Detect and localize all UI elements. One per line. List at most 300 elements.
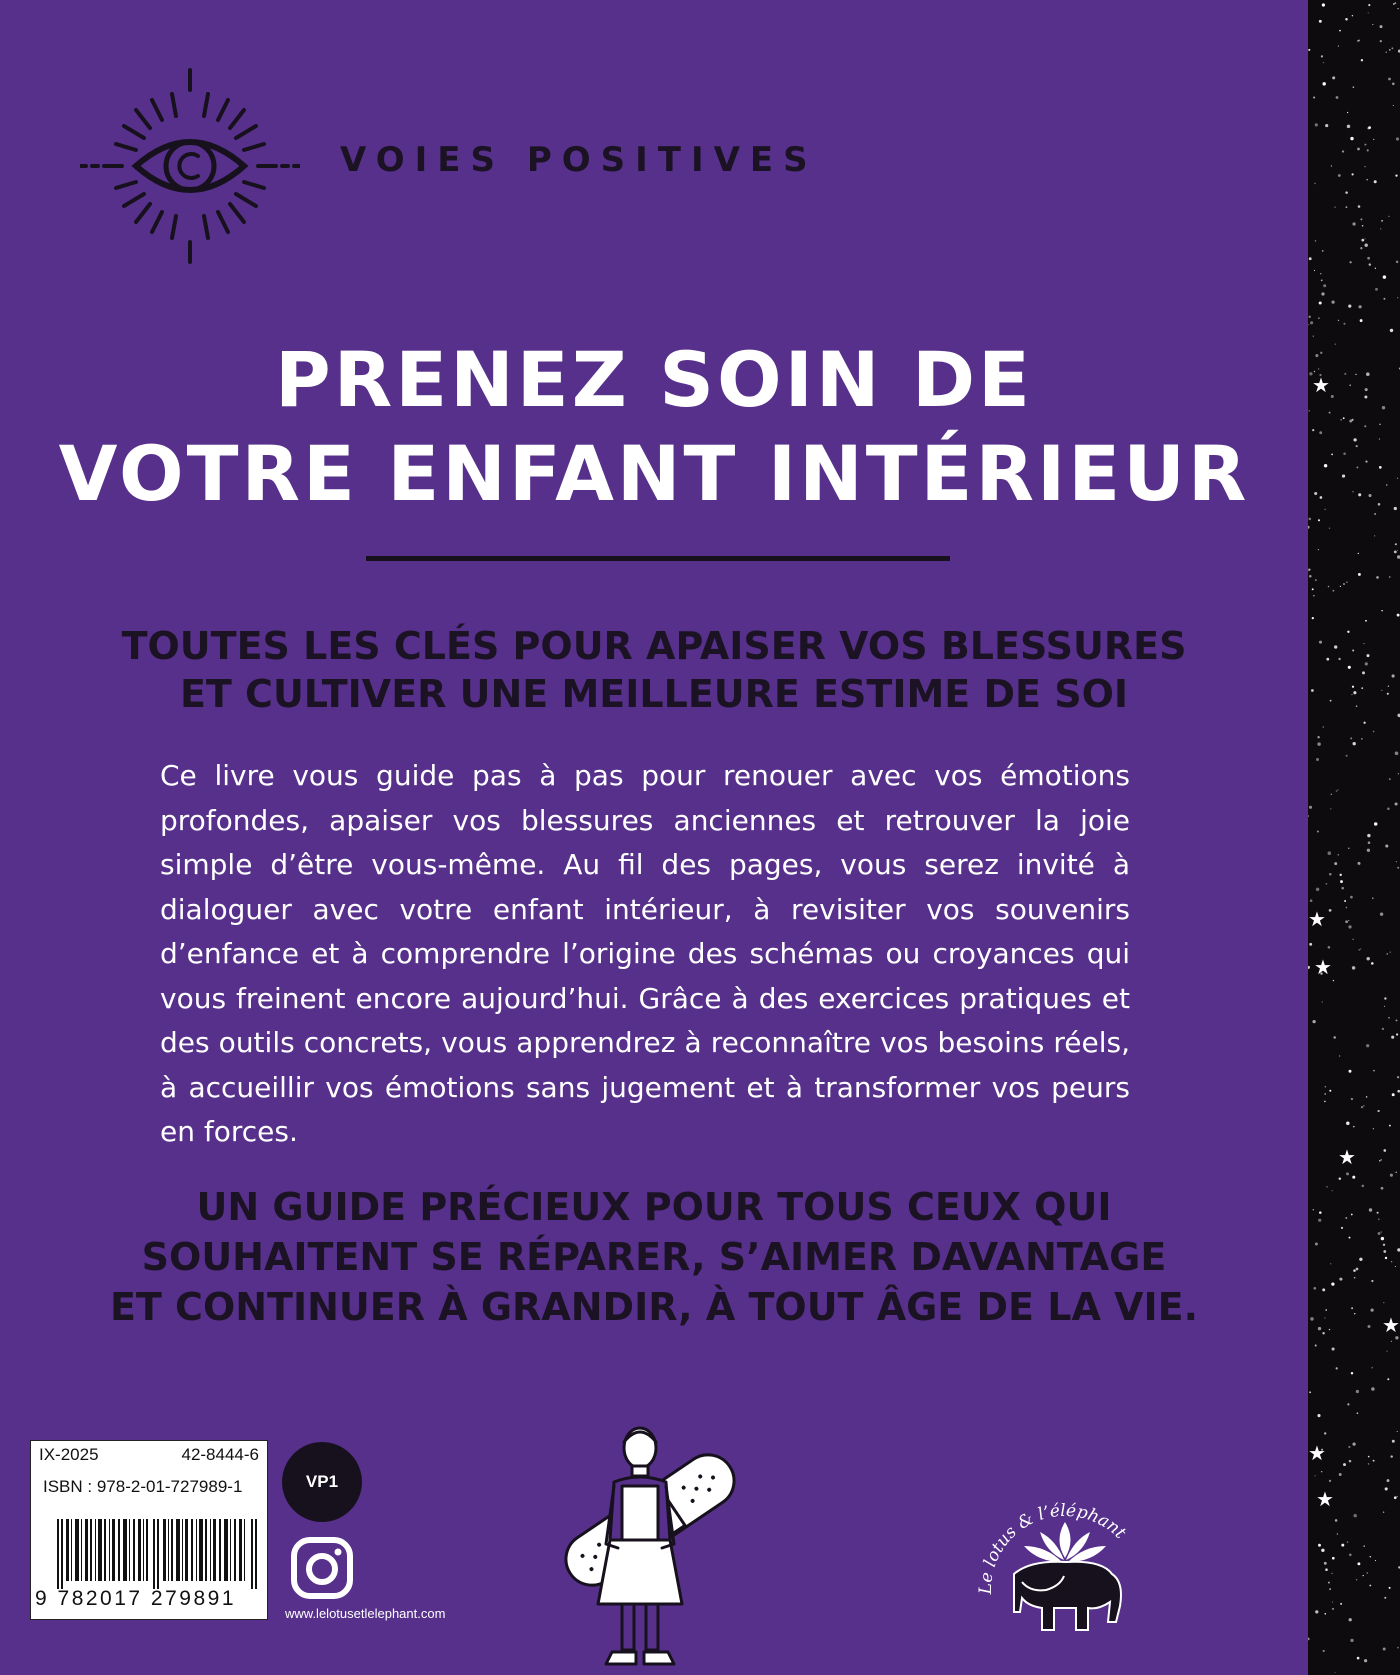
tagline-line-1: UN GUIDE PRÉCIEUX POUR TOUS CEUX QUI <box>196 1185 1112 1229</box>
star-dot <box>1322 82 1325 85</box>
star-dot <box>1396 1019 1398 1021</box>
star-dot <box>1322 1288 1325 1291</box>
subtitle-line-2: ET CULTIVER UNE MEILLEURE ESTIME DE SOI <box>179 672 1129 716</box>
star-dot <box>1324 1093 1326 1095</box>
star-dot <box>1312 429 1314 431</box>
star-dot <box>1352 966 1356 970</box>
star-dot <box>1353 1514 1357 1518</box>
star-dot <box>1335 1519 1338 1522</box>
star-dot <box>1313 336 1314 337</box>
star-dot <box>1351 694 1352 695</box>
star-dot <box>1321 292 1324 295</box>
star-dot <box>1332 76 1335 79</box>
star-dot <box>1364 166 1365 167</box>
star-dot <box>1310 321 1313 324</box>
product-code: 42-8444-6 <box>181 1445 259 1464</box>
star-dot <box>1334 206 1335 207</box>
star-dot <box>1386 1351 1387 1352</box>
star-dot <box>1365 461 1367 463</box>
star-dot <box>1393 105 1394 106</box>
star-dot <box>1363 643 1364 644</box>
star-dot <box>1309 257 1312 260</box>
star-dot <box>1339 30 1341 32</box>
star-dot <box>1364 425 1366 427</box>
star-dot <box>1394 550 1397 553</box>
star-dot <box>1365 388 1368 391</box>
tagline-line-2: SOUHAITENT SE RÉPARER, S’AIMER DAVANTAGE <box>141 1235 1167 1279</box>
star-dot <box>1317 742 1320 745</box>
star-dot <box>1319 1211 1322 1214</box>
star-dot <box>1367 957 1370 960</box>
star-dot <box>1309 806 1312 809</box>
star-dot <box>1329 412 1331 414</box>
star-dot <box>1314 270 1315 271</box>
star-dot <box>1321 55 1323 57</box>
star-dot <box>1358 573 1361 576</box>
star-dot <box>1352 686 1354 688</box>
star-dot <box>1390 1174 1393 1177</box>
star-dot <box>1365 620 1367 622</box>
star-dot <box>1373 1070 1375 1072</box>
star-dot <box>1395 1266 1396 1267</box>
star-dot <box>1366 1096 1368 1098</box>
star-dot <box>1318 519 1320 521</box>
star-dot <box>1368 1456 1370 1458</box>
star-dot <box>1350 137 1353 140</box>
star-dot <box>1395 1171 1397 1173</box>
star-dot <box>1347 112 1348 113</box>
price-code-badge: VP1 <box>282 1442 362 1522</box>
star-dot <box>1367 149 1369 151</box>
star-dot <box>1374 535 1375 536</box>
star-dot <box>1366 179 1367 180</box>
star-dot <box>1396 1496 1398 1498</box>
star-dot <box>1384 1597 1386 1599</box>
star-dot <box>1368 841 1371 844</box>
star-dot <box>1383 1512 1384 1513</box>
star-dot <box>1341 1544 1344 1547</box>
star-dot <box>1314 183 1315 184</box>
star-dot <box>1326 1186 1328 1188</box>
star-dot <box>1368 494 1371 497</box>
barcode-number: 9 782017 279891 <box>35 1587 236 1610</box>
star-dot <box>1392 1093 1395 1096</box>
star-dot <box>1343 417 1345 419</box>
star-dot <box>1343 323 1345 325</box>
star-dot <box>1363 1105 1364 1106</box>
star-dot <box>1351 1214 1353 1216</box>
star-dot <box>1391 1036 1394 1039</box>
spine-starfield <box>1308 0 1400 1675</box>
star-dot <box>1364 1659 1367 1662</box>
star-dot <box>1359 1258 1362 1261</box>
star-dot <box>1383 1149 1386 1152</box>
star-dot <box>1348 666 1351 669</box>
star-dot <box>1314 492 1317 495</box>
star-dot <box>1340 586 1341 587</box>
star-dot <box>1328 1582 1330 1584</box>
star-dot <box>1384 997 1386 999</box>
star-dot <box>1365 662 1368 665</box>
star-dot <box>1308 1638 1310 1641</box>
star-dot <box>1367 834 1370 837</box>
star-dot <box>1324 1317 1325 1318</box>
star-dot <box>1383 1244 1385 1246</box>
star-dot <box>1377 1212 1379 1214</box>
star-dot <box>1389 576 1391 578</box>
star-dot <box>1352 650 1354 652</box>
subtitle-line-1: TOUTES LES CLÉS POUR APAISER VOS BLESSURES <box>121 624 1187 668</box>
star-dot <box>1321 1549 1324 1552</box>
star-dot <box>1370 1308 1373 1311</box>
star-dot <box>1395 752 1399 756</box>
star-dot <box>1318 549 1319 550</box>
star-dot <box>1369 1585 1371 1587</box>
star-dot <box>1372 1367 1373 1368</box>
star-dot <box>1397 1076 1399 1078</box>
star-dot <box>1360 247 1362 249</box>
star-dot <box>1350 737 1352 739</box>
star-dot <box>1332 590 1334 592</box>
star-dot <box>1332 1608 1334 1610</box>
star-dot <box>1315 240 1316 241</box>
star-dot <box>1329 1090 1331 1092</box>
star-dot <box>1309 316 1311 318</box>
star-dot <box>1361 738 1362 739</box>
book-title-line-2: VOTRE ENFANT INTÉRIEUR <box>58 429 1250 518</box>
star-dot <box>1351 173 1353 175</box>
star-dot <box>1314 371 1315 372</box>
child-with-bandage-illustration <box>550 1420 750 1670</box>
star-dot <box>1338 658 1340 660</box>
star-dot <box>1315 123 1318 126</box>
star-dot <box>1348 1070 1351 1073</box>
star-dot <box>1382 1028 1384 1030</box>
star-dot <box>1308 815 1309 817</box>
star-dot <box>1324 464 1327 467</box>
star-dot <box>1397 1647 1399 1649</box>
star-dot <box>1396 1033 1398 1035</box>
star-dot <box>1353 691 1356 694</box>
star-dot <box>1360 218 1362 220</box>
star-dot <box>1347 125 1351 129</box>
star-dot <box>1380 40 1382 42</box>
star-dot <box>1320 496 1323 499</box>
star-dot <box>1342 475 1345 478</box>
star-dot <box>1318 1327 1321 1330</box>
star-dot <box>1323 1650 1325 1652</box>
star-dot <box>1342 150 1344 152</box>
star-dot <box>1338 46 1339 47</box>
title-divider <box>366 556 950 561</box>
star-dot <box>1373 139 1374 140</box>
star-dot <box>1371 1280 1373 1282</box>
publisher-name: Le lotus & l’éléphant <box>975 1500 1130 1595</box>
star-dot <box>1331 454 1333 456</box>
star-dot <box>1339 1473 1342 1476</box>
star-dot <box>1316 758 1319 761</box>
star-dot <box>1394 507 1397 510</box>
star-dot <box>1354 1313 1355 1314</box>
star-dot <box>1385 844 1388 847</box>
star-dot <box>1328 586 1330 588</box>
star-dot <box>1397 297 1398 298</box>
star-dot <box>1379 424 1380 425</box>
stars-pattern <box>1308 0 1400 1675</box>
star-dot <box>1397 550 1398 551</box>
star-dot <box>1339 874 1341 876</box>
star-dot <box>1313 1287 1316 1290</box>
star-dot <box>1347 631 1349 633</box>
star-dot <box>1349 1237 1351 1239</box>
star-dot <box>1383 275 1386 278</box>
star-dot <box>1390 329 1393 332</box>
star-dot <box>1351 1372 1353 1374</box>
star-dot <box>1361 1106 1363 1108</box>
star-dot <box>1318 368 1319 369</box>
star-dot <box>1362 671 1365 674</box>
star-dot <box>1349 384 1351 386</box>
star-icon: ★ <box>1308 1441 1326 1465</box>
star-dot <box>1369 1208 1372 1211</box>
star-dot <box>1345 1217 1347 1219</box>
star-dot <box>1353 438 1356 441</box>
star-dot <box>1355 374 1356 375</box>
star-dot <box>1395 543 1397 545</box>
star-dot <box>1338 320 1339 321</box>
star-dot <box>1329 528 1330 529</box>
star-dot <box>1347 1541 1348 1542</box>
star-dot <box>1380 228 1381 229</box>
star-dot <box>1356 705 1357 706</box>
star-dot <box>1325 1568 1328 1571</box>
star-dot <box>1346 582 1347 583</box>
star-dot <box>1379 438 1380 439</box>
star-dot <box>1316 888 1319 891</box>
star-dot <box>1388 216 1389 217</box>
star-dot <box>1349 419 1352 422</box>
star-dot <box>1379 466 1382 469</box>
star-dot <box>1324 1101 1326 1103</box>
star-dot <box>1325 1086 1327 1088</box>
star-dot <box>1397 8 1398 9</box>
star-dot <box>1315 1345 1317 1347</box>
star-dot <box>1387 693 1389 695</box>
star-dot <box>1318 1219 1321 1222</box>
star-dot <box>1356 445 1358 447</box>
star-dot <box>1353 86 1355 88</box>
blurb-paragraph: Ce livre vous guide pas à pas pour renouer avec vos émotions profondes, apaiser vos blessures anciennes et retrouver la joie simple d’être vous-même. Au fil des pages, vous serez invité à dialoguer avec votre enfant intérieur, à revisiter vos souvenirs d’enfance et à comprendre l’origine des schémas ou croyances qui vous freinent encore aujourd’hui. Grâce à des exercices pratiques et des outils concrets, vous apprendrez à reconnaître vos besoins réels, à accueillir vos émotions sans jugement et à transformer vos peurs en forces. <box>160 759 1130 1148</box>
star-dot <box>1387 1479 1390 1482</box>
star-dot <box>1387 1378 1389 1380</box>
star-dot <box>1362 1185 1365 1188</box>
star-dot <box>1329 1480 1331 1482</box>
star-dot <box>1312 1020 1315 1023</box>
star-dot <box>1361 687 1363 689</box>
star-dot <box>1374 180 1377 183</box>
star-dot <box>1367 257 1370 260</box>
star-dot <box>1368 4 1370 6</box>
star-dot <box>1329 1329 1330 1330</box>
star-dot <box>1356 1579 1357 1580</box>
star-dot <box>1338 174 1341 177</box>
star-dot <box>1347 1403 1349 1405</box>
star-dot <box>1384 1006 1385 1007</box>
star-dot <box>1310 899 1313 902</box>
star-dot <box>1373 731 1375 733</box>
star-dot <box>1352 15 1353 16</box>
star-dot <box>1396 137 1399 140</box>
star-dot <box>1387 808 1390 811</box>
star-dot <box>1385 1257 1387 1259</box>
star-dot <box>1328 946 1331 949</box>
star-dot <box>1325 124 1328 127</box>
star-dot <box>1344 373 1346 375</box>
star-dot <box>1309 575 1312 578</box>
star-dot <box>1357 148 1360 151</box>
star-dot <box>1350 1639 1353 1642</box>
star-dot <box>1330 700 1332 702</box>
star-dot <box>1309 943 1312 946</box>
star-dot <box>1374 513 1376 515</box>
star-dot <box>1322 1001 1323 1002</box>
star-dot <box>1343 452 1346 455</box>
star-dot <box>1332 1347 1335 1350</box>
star-dot <box>1323 726 1325 728</box>
star-dot <box>1336 790 1338 792</box>
star-dot <box>1368 126 1371 129</box>
star-dot <box>1359 949 1360 950</box>
star-dot <box>1345 18 1348 21</box>
star-dot <box>1313 595 1315 597</box>
star-dot <box>1364 395 1367 398</box>
star-dot <box>1358 862 1361 865</box>
star-dot <box>1348 1446 1350 1448</box>
star-dot <box>1357 1412 1359 1414</box>
star-dot <box>1308 49 1310 51</box>
star-dot <box>1366 1044 1369 1047</box>
star-dot <box>1396 861 1397 862</box>
star-dot <box>1389 778 1391 780</box>
star-dot <box>1351 1307 1353 1309</box>
star-dot <box>1324 1562 1327 1565</box>
star-dot <box>1377 1110 1379 1112</box>
star-dot <box>1391 1341 1392 1342</box>
star-dot <box>1395 802 1398 805</box>
star-dot <box>1371 962 1374 965</box>
star-dot <box>1331 165 1332 166</box>
star-dot <box>1340 419 1342 421</box>
star-dot <box>1393 3 1395 5</box>
isbn-label: ISBN : 978-2-01-727989-1 <box>43 1477 243 1496</box>
star-icon: ★ <box>1382 1313 1400 1337</box>
star-dot <box>1346 206 1348 208</box>
star-dot <box>1373 1128 1374 1129</box>
star-dot <box>1382 406 1385 409</box>
star-dot <box>1325 883 1327 885</box>
star-dot <box>1381 1232 1382 1233</box>
star-dot <box>1323 284 1326 287</box>
star-dot <box>1343 1463 1346 1466</box>
barcode-block <box>30 1440 268 1620</box>
star-icon: ★ <box>1308 907 1326 931</box>
star-dot <box>1328 851 1332 855</box>
star-dot <box>1308 966 1310 969</box>
star-dot <box>1315 1610 1318 1613</box>
star-dot <box>1317 830 1319 832</box>
publisher-website-link[interactable]: www.lelotusetlelephant.com <box>285 1606 446 1621</box>
star-dot <box>1344 900 1346 902</box>
star-dot <box>1367 849 1370 852</box>
star-dot <box>1331 395 1334 398</box>
star-dot <box>1394 1496 1397 1499</box>
star-dot <box>1385 1487 1388 1490</box>
star-dot <box>1319 641 1322 644</box>
star-dot <box>1356 1268 1359 1271</box>
star-dot <box>1390 1455 1392 1457</box>
star-dot <box>1334 645 1337 648</box>
star-dot <box>1392 82 1395 85</box>
star-dot <box>1397 614 1400 617</box>
star-dot <box>1386 953 1388 955</box>
star-dot <box>1352 491 1353 492</box>
star-dot <box>1365 244 1368 247</box>
star-dot <box>1397 478 1398 479</box>
star-dot <box>1332 1601 1333 1602</box>
star-dot <box>1352 222 1355 225</box>
star-dot <box>1313 1209 1314 1210</box>
star-icon: ★ <box>1314 955 1332 979</box>
star-dot <box>1349 1553 1352 1556</box>
star-dot <box>1309 518 1312 521</box>
star-dot <box>1373 1460 1375 1462</box>
star-dot <box>1317 1414 1320 1417</box>
star-dot <box>1337 789 1338 790</box>
star-dot <box>1330 1263 1331 1264</box>
star-dot <box>1358 205 1361 208</box>
star-dot <box>1312 588 1314 590</box>
star-dot <box>1388 78 1391 81</box>
instagram-icon[interactable] <box>290 1536 354 1600</box>
star-dot <box>1311 689 1314 692</box>
star-dot <box>1360 319 1363 322</box>
star-dot <box>1357 1657 1360 1660</box>
star-dot <box>1357 1562 1360 1565</box>
star-dot <box>1345 191 1348 194</box>
star-dot <box>1333 980 1334 981</box>
star-dot <box>1308 526 1310 529</box>
star-dot <box>1381 1187 1384 1190</box>
star-dot <box>1389 1125 1391 1127</box>
star-dot <box>1320 273 1321 274</box>
star-dot <box>1329 909 1332 912</box>
star-dot <box>1381 1237 1384 1240</box>
star-dot <box>1395 174 1397 176</box>
star-dot <box>1360 948 1361 949</box>
star-dot <box>1368 1463 1370 1465</box>
star-dot <box>1313 97 1315 99</box>
star-dot <box>1321 280 1323 282</box>
star-dot <box>1348 304 1351 307</box>
star-dot <box>1336 96 1339 99</box>
star-dot <box>1388 1017 1389 1018</box>
star-icon: ★ <box>1338 1145 1356 1169</box>
star-dot <box>1380 25 1383 28</box>
star-dot <box>1329 1588 1331 1590</box>
star-dot <box>1390 951 1391 952</box>
star-dot <box>1310 1317 1314 1321</box>
star-dot <box>1322 1332 1324 1334</box>
